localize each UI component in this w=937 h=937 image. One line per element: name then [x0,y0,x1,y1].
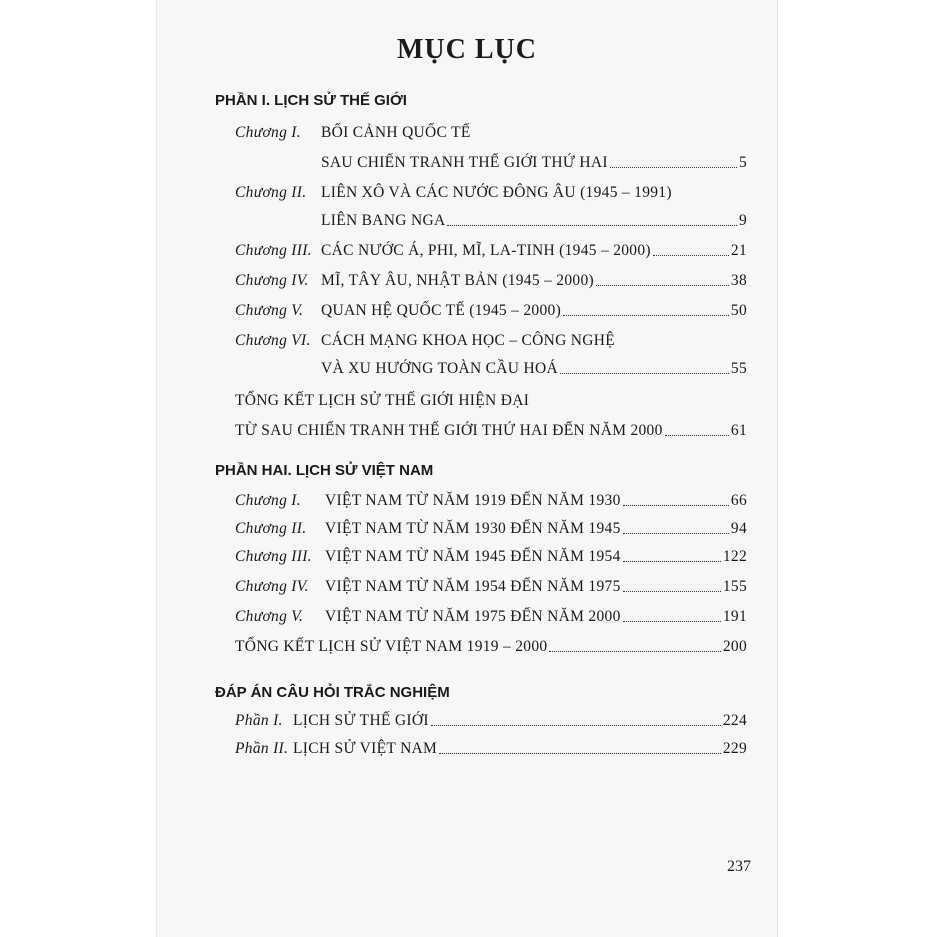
page-ref: 229 [722,740,747,757]
dot-leader [623,560,721,562]
page-ref: 9 [738,212,747,229]
chapter-label: Chương IV. [235,272,309,289]
entry-title: QUAN HỆ QUỐC TẾ (1945 – 2000) [321,302,562,319]
toc-entry-p2-ch3[interactable] [235,544,747,566]
chapter-label: Chương II. [235,184,307,201]
page-ref: 21 [730,242,747,259]
dot-leader [623,620,721,622]
section-heading-part1: PHẦN I. LỊCH SỬ THẾ GIỚI [215,92,407,109]
page-ref: 50 [730,302,747,319]
chapter-label: Chương V. [235,608,304,625]
entry-title-cont: LIÊN BANG NGA [321,212,446,229]
section-heading-answers: ĐÁP ÁN CÂU HỎI TRẮC NGHIỆM [215,684,450,701]
entry-title: TỔNG KẾT LỊCH SỬ THẾ GIỚI HIỆN ĐẠI [235,392,530,409]
toc-entry-p1-ch2-line1 [235,180,735,202]
entry-title: VIỆT NAM TỪ NĂM 1945 ĐẾN NĂM 1954 [325,548,621,565]
chapter-label: Chương III. [235,242,312,259]
entry-title: CÁCH MẠNG KHOA HỌC – CÔNG NGHỆ [321,332,616,349]
chapter-label: Chương I. [235,492,301,509]
toc-entry-p2-ch5[interactable] [235,604,747,626]
toc-entry-p1-ch1-line2[interactable] [321,150,747,172]
toc-entry-p1-ch1-line1 [235,120,735,142]
toc-entry-p2-ch4[interactable] [235,574,747,596]
page-number: 237 [727,858,751,875]
part-label: Phần II. [235,740,289,757]
dot-leader [665,434,729,436]
chapter-label: Chương I. [235,124,301,141]
entry-title: LIÊN XÔ VÀ CÁC NƯỚC ĐÔNG ÂU (1945 – 1991) [321,184,672,201]
toc-summary-p1-line1 [235,388,735,410]
toc-summary-p2[interactable] [235,634,747,656]
entry-title: LỊCH SỬ VIỆT NAM [293,740,438,757]
toc-entry-p1-ch4[interactable] [235,268,747,290]
page-ref: 94 [730,520,747,537]
toc-entry-answers-part1[interactable] [235,708,747,730]
dot-leader [447,224,736,226]
part-label: Phần I. [235,712,283,729]
dot-leader [439,752,721,754]
dot-leader [623,504,729,506]
chapter-label: Chương V. [235,302,304,319]
toc-entry-p1-ch6-line1 [235,328,735,350]
dot-leader [549,650,720,652]
page-ref: 122 [722,548,747,565]
entry-title: MĨ, TÂY ÂU, NHẬT BẢN (1945 – 2000) [321,272,594,289]
entry-title-cont: VÀ XU HƯỚNG TOÀN CẦU HOÁ [321,360,558,377]
chapter-label: Chương VI. [235,332,311,349]
dot-leader [623,590,721,592]
page-ref: 38 [730,272,747,289]
section-heading-part2: PHẦN HAI. LỊCH SỬ VIỆT NAM [215,462,434,479]
entry-title: LỊCH SỬ THẾ GIỚI [293,712,429,729]
toc-summary-p1-line2[interactable] [235,418,747,440]
chapter-label: Chương IV. [235,578,309,595]
page-title: MỤC LỤC [397,34,537,65]
chapter-label: Chương II. [235,520,307,537]
page-ref: 61 [730,422,747,439]
page-ref: 55 [730,360,747,377]
entry-title-cont: SAU CHIẾN TRANH THẾ GIỚI THỨ HAI [321,154,608,171]
book-page [156,0,778,937]
chapter-label: Chương III. [235,548,312,565]
toc-entry-p2-ch2[interactable] [235,516,747,538]
toc-entry-answers-part2[interactable] [235,736,747,758]
entry-title: VIỆT NAM TỪ NĂM 1930 ĐẾN NĂM 1945 [325,520,621,537]
page-ref: 224 [722,712,747,729]
toc-entry-p1-ch5[interactable] [235,298,747,320]
dot-leader [596,284,729,286]
toc-entry-p2-ch1[interactable] [235,488,747,510]
toc-entry-p1-ch3[interactable] [235,238,747,260]
dot-leader [610,166,737,168]
entry-title: CÁC NƯỚC Á, PHI, MĨ, LA-TINH (1945 – 2000) [321,242,651,259]
page-ref: 5 [738,154,747,171]
entry-title: VIỆT NAM TỪ NĂM 1954 ĐẾN NĂM 1975 [325,578,621,595]
dot-leader [563,314,729,316]
page-ref: 66 [730,492,747,509]
page-ref: 191 [722,608,747,625]
entry-title-cont: TỪ SAU CHIẾN TRANH THẾ GIỚI THỨ HAI ĐẾN NĂM 2000 [235,422,663,439]
dot-leader [653,254,729,256]
entry-title: VIỆT NAM TỪ NĂM 1975 ĐẾN NĂM 2000 [325,608,621,625]
toc-entry-p1-ch6-line2[interactable] [321,356,747,378]
dot-leader [560,372,729,374]
page-ref: 155 [722,578,747,595]
entry-title: BỐI CẢNH QUỐC TẾ [321,124,471,141]
page-ref: 200 [722,638,747,655]
dot-leader [623,532,729,534]
toc-entry-p1-ch2-line2[interactable] [321,208,747,230]
dot-leader [431,724,721,726]
entry-title: TỔNG KẾT LỊCH SỬ VIỆT NAM 1919 – 2000 [235,638,548,655]
entry-title: VIỆT NAM TỪ NĂM 1919 ĐẾN NĂM 1930 [325,492,621,509]
